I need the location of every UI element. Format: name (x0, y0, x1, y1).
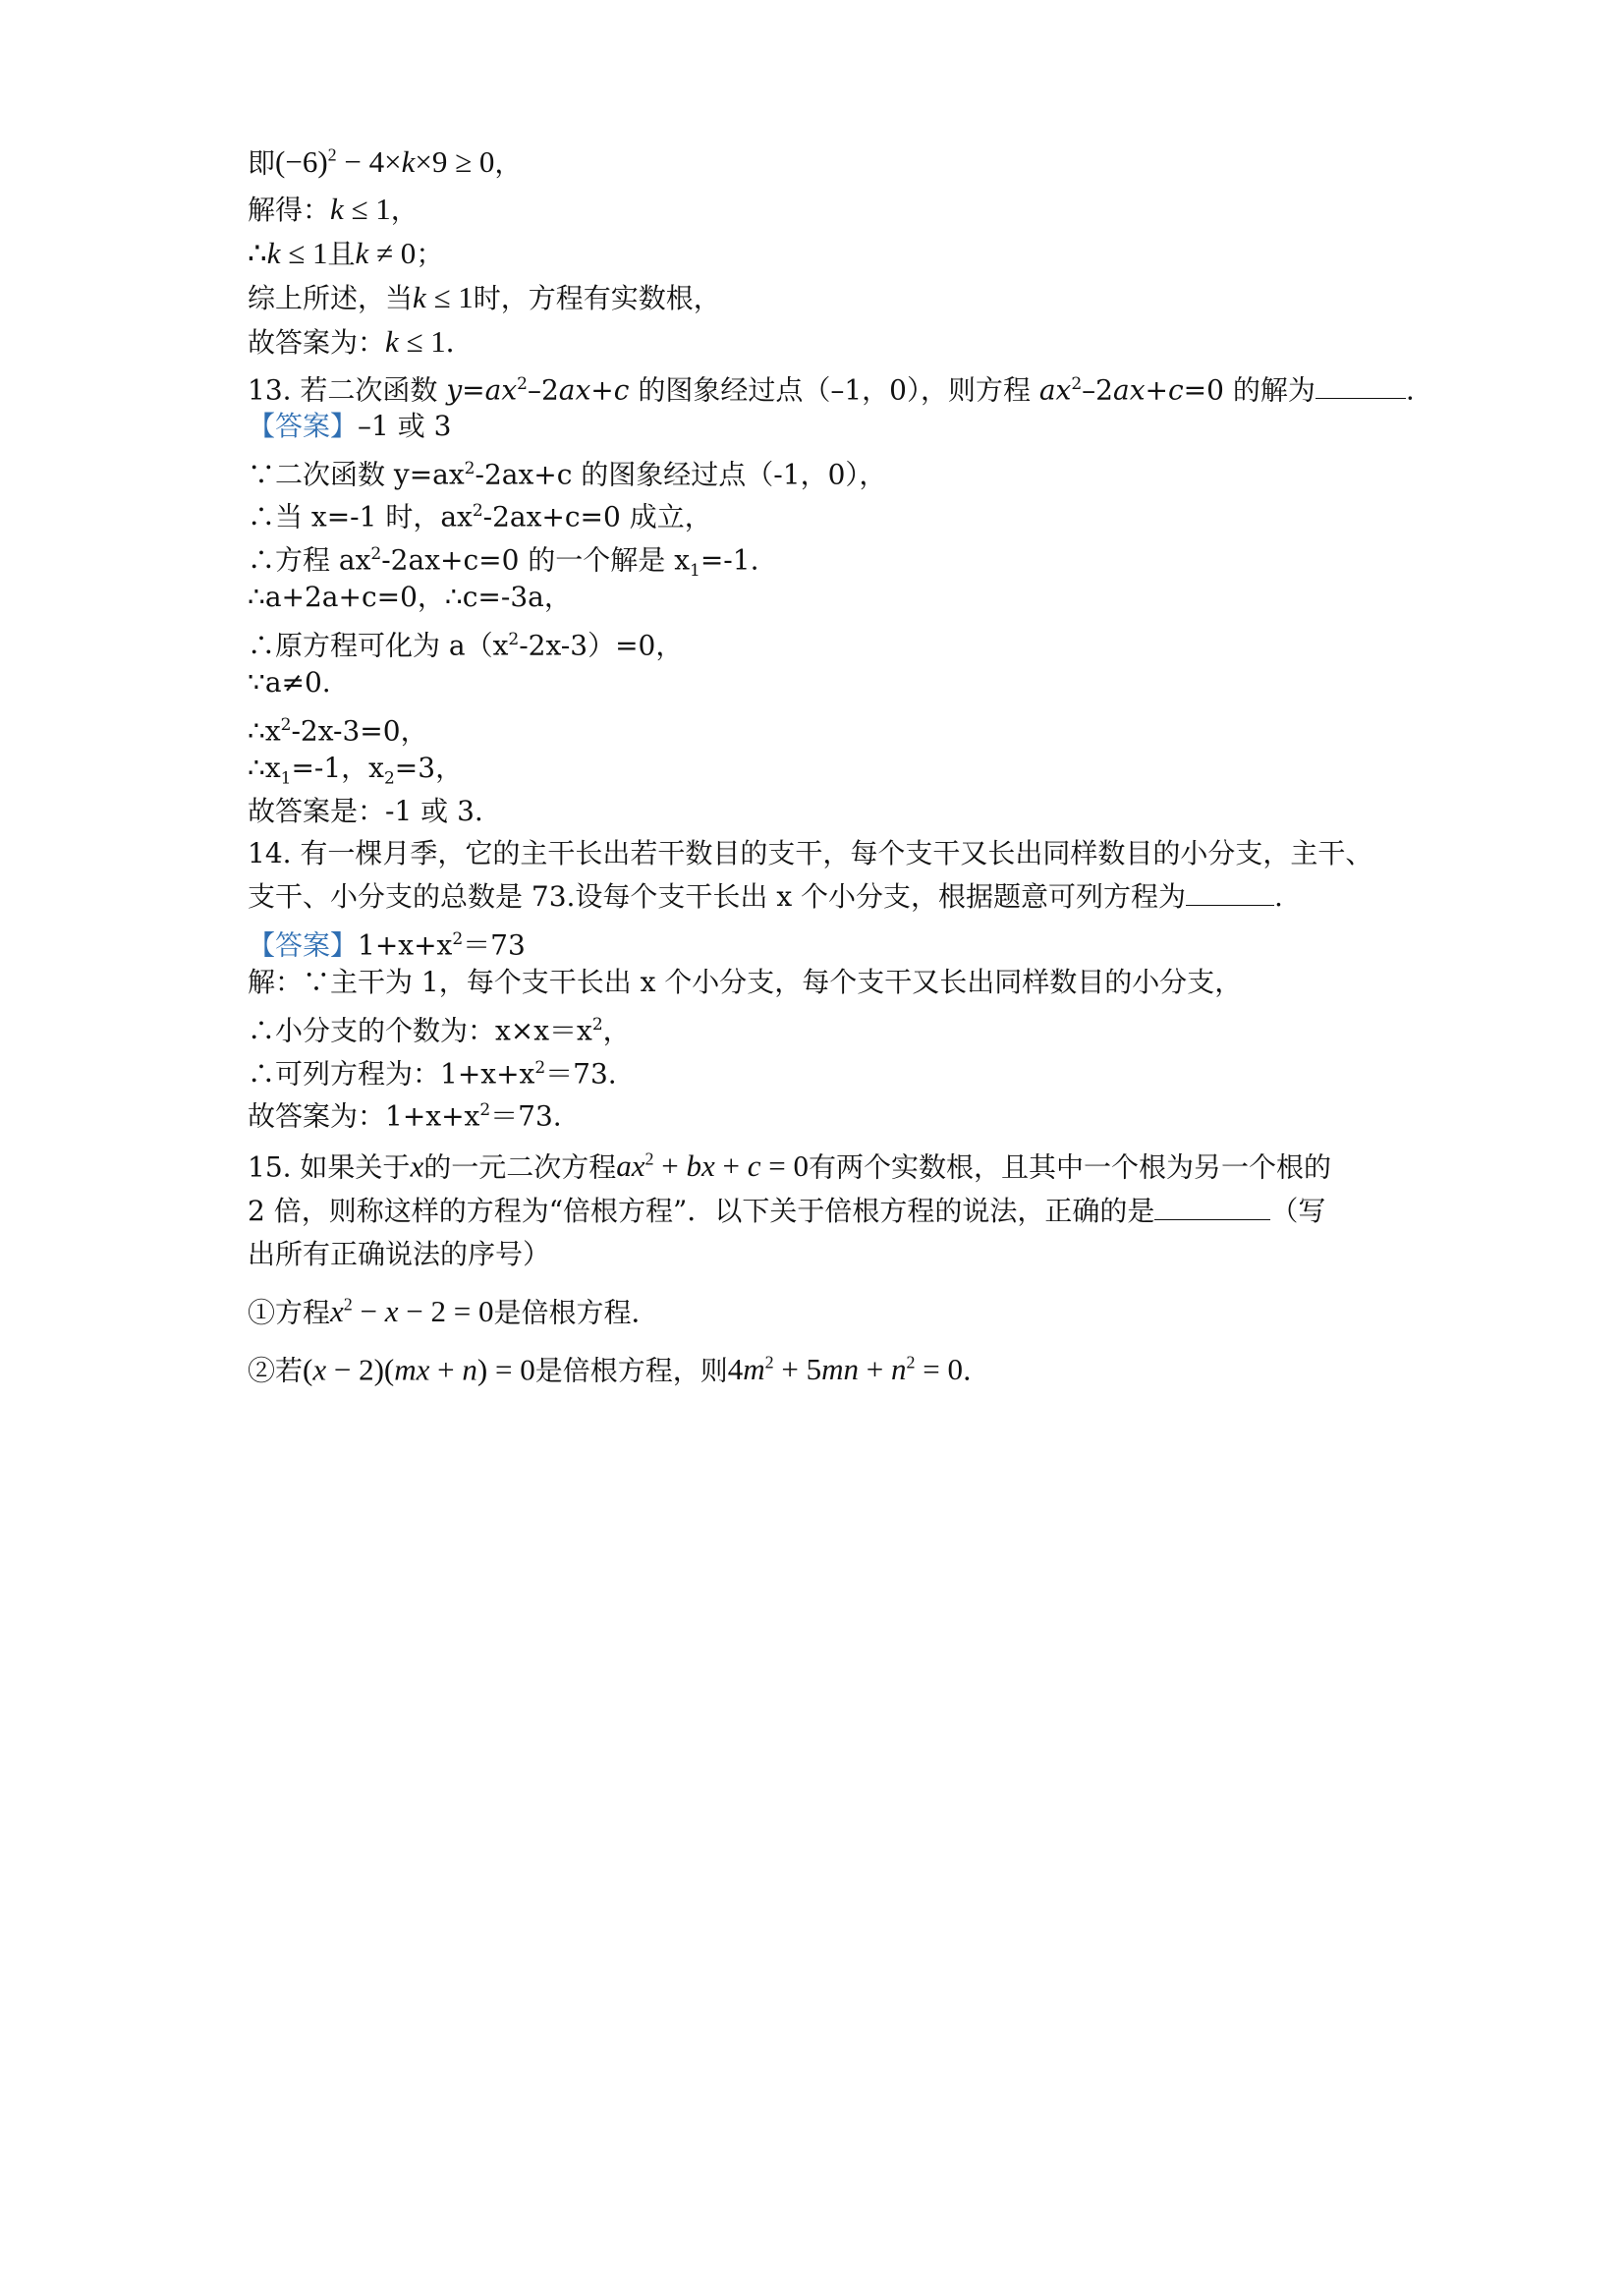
question-15-line-2: 2 倍，则称这样的方程为“倍根方程”．以下关于倍根方程的说法，正确的是 （写 (248, 1195, 1326, 1227)
solution-13-line-6: ∵a≠0. (248, 666, 331, 699)
line-solve-k: 解得：k ≤ 1， (248, 192, 419, 226)
line-answer-12: 故答案为：k ≤ 1． (248, 324, 474, 359)
solution-14-conclusion: 故答案为：$1+x+x^2=73$. (248, 1099, 562, 1133)
question-15-line-3: 出所有正确说法的序号） (248, 1238, 551, 1270)
solution-14-line-1: 解：∵主干为 1，每个支干长出 x 个小分支，每个支干又长出同样数目的小分支， (248, 966, 1243, 998)
solution-13-line-5: ∴原方程可化为 $a(x^2-2x-3)=0$， (248, 629, 684, 662)
question-15-line-1: 15. 如果关于x的一元二次方程$ax^2$ + bx + c = 0有两个实数根，且其中一个根为另一个根的 (248, 1148, 1331, 1184)
solution-14-line-3: ∴可列方程为：$1+x+x^2=73$. (248, 1057, 617, 1091)
line-summary: 综上所述，当k ≤ 1时，方程有实数根， (248, 280, 721, 314)
statement-1: ①方程$x^2 - x - 2 = 0$是倍根方程． (248, 1294, 659, 1329)
solution-13-line-4: ∴a+2a+c=0，∴c=-3a， (248, 581, 572, 613)
solution-13-line-7: $\therefore x^2-2x-3=0$， (248, 714, 428, 748)
solution-13-line-3: ∴方程 $ax^2-2ax+c=0$ 的一个解是 $x_1=-1$. (248, 543, 759, 581)
solution-13-line-1: ∵二次函数 $y=ax^2-2ax+c$ 的图象经过点（-1，0）， (248, 458, 887, 491)
line-discriminant: 即$(-6)^2 - 4\times k\times 9 \ge 0$， (248, 144, 523, 180)
question-13: 13. 若二次函数 $y=ax^2-2ax+c$ 的图象经过点（–1，0），则方程 $ax^2-2ax+c=0$ 的解为 . (248, 373, 1415, 407)
solution-13-line-8: $\therefore x_1=-1$，$x_2=3$， (248, 752, 464, 789)
statement-2: ②若(x − 2)(mx + n) = 0是倍根方程，则$4m^2 + 5mn + n^2 = 0$． (248, 1352, 990, 1387)
question-14-line-2: 支干、小分支的总数是 73.设每个支干长出 x 个小分支，根据题意可列方程为 . (248, 880, 1283, 913)
solution-13-line-2: ∴当 x=-1 时，$ax^2-2ax+c=0$ 成立， (248, 500, 712, 533)
solution-14-line-2: ∴小分支的个数为：$x\times x=x^2$， (248, 1014, 631, 1047)
answer-13: 【答案】–1 或 3 (248, 410, 452, 442)
answer-14: 【答案】$1+x+x^2=73$ (248, 928, 526, 962)
question-14-line-1: 14. 有一棵月季，它的主干长出若干数目的支干，每个支干又长出同样数目的小分支，主干、 (248, 837, 1373, 869)
line-k-range: ∴k ≤ 1且k ≠ 0； (248, 236, 444, 270)
solution-13-conclusion: 故答案是：-1 或 3. (248, 795, 483, 827)
